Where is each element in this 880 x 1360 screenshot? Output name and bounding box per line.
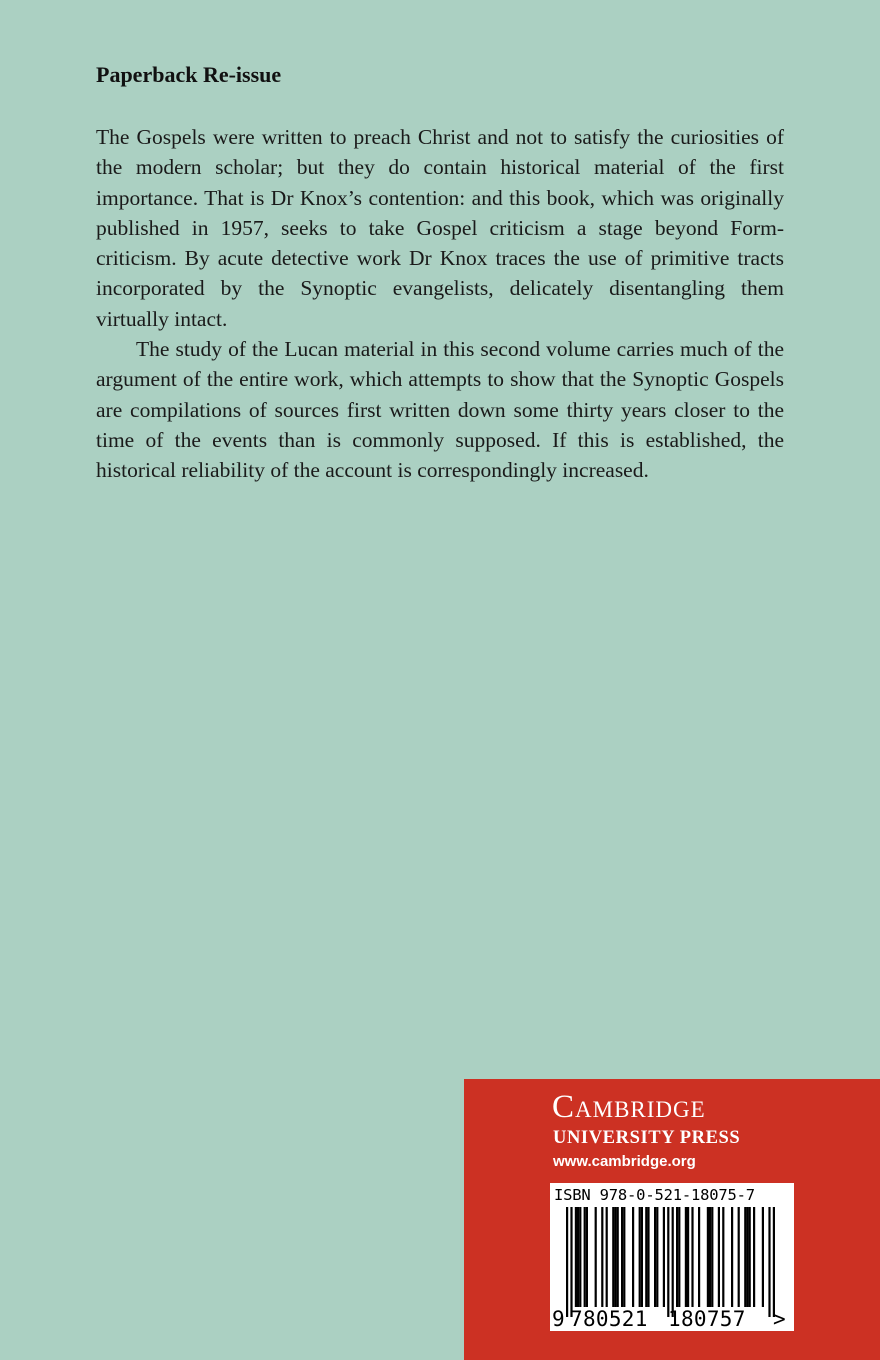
publisher-logo-subname: UNIVERSITY PRESS [553, 1128, 741, 1148]
barcode-left-group: 780521 [570, 1307, 648, 1331]
barcode-bar [718, 1207, 720, 1307]
barcode-bar [641, 1207, 643, 1307]
barcode-bar [575, 1207, 577, 1307]
barcode-bar [639, 1207, 641, 1307]
barcode-bar [632, 1207, 634, 1307]
publisher-website: www.cambridge.org [553, 1153, 696, 1170]
barcode-bar [614, 1207, 616, 1307]
barcode-bar [672, 1207, 674, 1317]
back-cover-heading: Paperback Re-issue [96, 62, 282, 87]
barcode-bar [566, 1207, 568, 1317]
barcode-right-group: 180757 [668, 1307, 746, 1331]
barcode-bar [707, 1207, 709, 1307]
barcode-bar [687, 1207, 689, 1307]
barcode-bar [601, 1207, 603, 1307]
barcode-bar [676, 1207, 678, 1307]
barcode-bar [621, 1207, 623, 1307]
barcode-bar [617, 1207, 619, 1307]
barcode-bar [579, 1207, 581, 1307]
barcode-bar [606, 1207, 608, 1307]
barcode-bar [647, 1207, 649, 1307]
barcode-first-digit: 9 [552, 1307, 565, 1331]
barcode-bar [654, 1207, 656, 1307]
barcode-bar [731, 1207, 733, 1307]
isbn-barcode-box [550, 1183, 794, 1331]
publisher-logo-name: Cambridge [552, 1089, 706, 1125]
barcode-bar [667, 1207, 669, 1317]
barcode-bar [691, 1207, 693, 1307]
barcode-bar [595, 1207, 597, 1307]
barcode-bar [773, 1207, 775, 1317]
blurb-paragraph-2: The study of the Lucan material in this second volume carries much of the argument of the entire work, which attempts to show that the Synoptic Gospels are compilations of sources first written down some thirty years closer to the time of the events than is commonly supposed. If this is established, the historical reliability of the account is correspondingly increased. [96, 337, 784, 483]
barcode-bar [623, 1207, 625, 1307]
barcode-bar [711, 1207, 713, 1307]
barcode-bar [722, 1207, 724, 1307]
barcode-bar [570, 1207, 572, 1317]
blurb-paragraph-1: The Gospels were written to preach Christ and not to satisfy the curiosities of the modern scholar; but they do contain historical material of the first importance. That is Dr Knox’s contention: and this book, which was originally published in 1957, seeks to take Gospel criticism a stage beyond Form-criticism. By acute detective work Dr Knox traces the use of primitive tracts incorporated by the Synoptic evangelists, delicately disentangling them virtually intact. [96, 125, 784, 331]
barcode-bar [663, 1207, 665, 1307]
barcode-bar [749, 1207, 751, 1307]
barcode-bar [746, 1207, 748, 1307]
barcode-bar [762, 1207, 764, 1307]
isbn-label: ISBN 978-0-521-18075-7 [554, 1186, 755, 1204]
barcode-digits [550, 1307, 794, 1331]
barcode-bar [685, 1207, 687, 1307]
barcode-bar [698, 1207, 700, 1307]
barcode-bar [744, 1207, 746, 1307]
barcode-bar [577, 1207, 579, 1307]
barcode-bar [738, 1207, 740, 1307]
barcode-bar [612, 1207, 614, 1307]
barcode-bar [678, 1207, 680, 1307]
barcode-bar [709, 1207, 711, 1307]
barcode-bar [586, 1207, 588, 1307]
back-cover-blurb [96, 122, 784, 486]
barcode-bar [753, 1207, 755, 1307]
barcode-bar [768, 1207, 770, 1317]
barcode-bar [584, 1207, 586, 1307]
barcode-bar [656, 1207, 658, 1307]
barcode-quiet-zone-marker: > [773, 1307, 786, 1331]
publisher-panel [464, 1079, 880, 1360]
barcode-bar [645, 1207, 647, 1307]
